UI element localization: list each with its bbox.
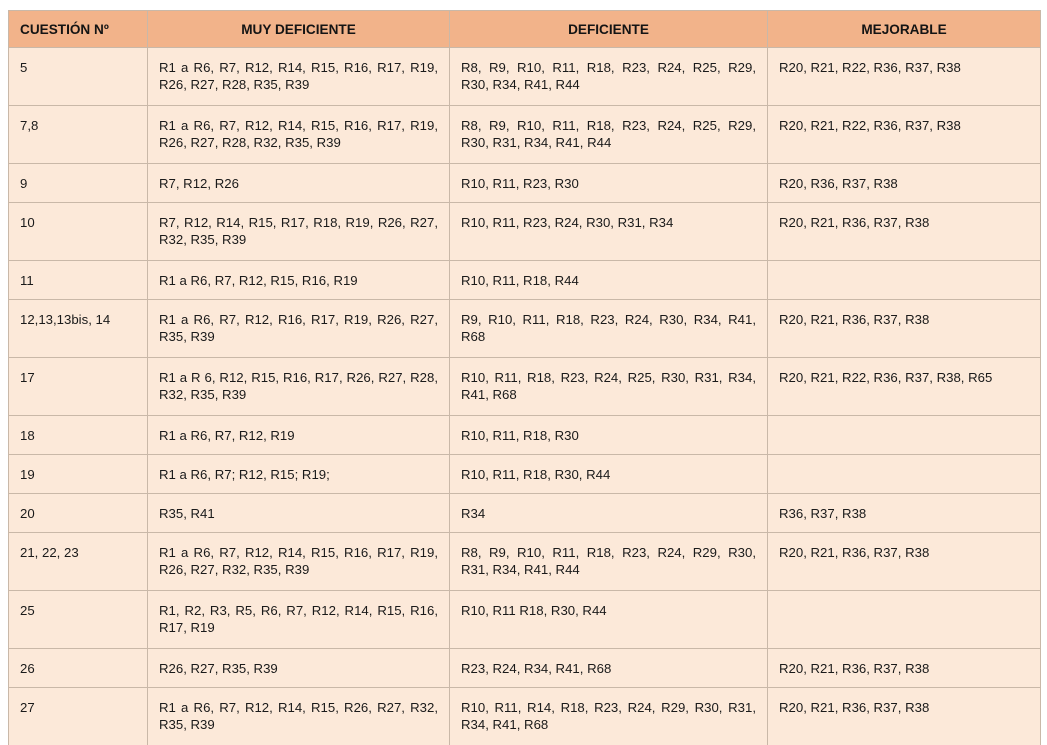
table-row: [9, 261, 1041, 300]
cell-muy-deficiente: R7, R12, R26: [148, 164, 450, 203]
cell-cuestion: 7,8: [9, 106, 148, 164]
cell-mejorable: [768, 416, 1041, 455]
cell-cuestion: 27: [9, 688, 148, 745]
cell-muy-deficiente: R1 a R6, R7, R12, R16, R17, R19, R26, R27, R35, R39: [148, 300, 450, 358]
cell-mejorable: R20, R21, R22, R36, R37, R38, R65: [768, 358, 1041, 416]
cell-muy-deficiente: R1 a R6, R7, R12, R14, R15, R16, R17, R19, R26, R27, R28, R32, R35, R39: [148, 106, 450, 164]
table-row: [9, 591, 1041, 649]
table-row: [9, 494, 1041, 533]
cell-cuestion: 10: [9, 203, 148, 261]
cell-deficiente: R8, R9, R10, R11, R18, R23, R24, R29, R30, R31, R34, R41, R44: [450, 533, 768, 591]
cell-cuestion: 18: [9, 416, 148, 455]
cell-cuestion: 26: [9, 649, 148, 688]
cell-muy-deficiente: R1 a R6, R7, R12, R19: [148, 416, 450, 455]
table-row: [9, 533, 1041, 591]
cell-mejorable: R20, R21, R22, R36, R37, R38: [768, 106, 1041, 164]
cell-muy-deficiente: R1 a R6, R7, R12, R15, R16, R19: [148, 261, 450, 300]
cell-deficiente: R8, R9, R10, R11, R18, R23, R24, R25, R29, R30, R34, R41, R44: [450, 48, 768, 106]
cell-mejorable: [768, 591, 1041, 649]
table-row: [9, 416, 1041, 455]
cell-deficiente: R10, R11, R18, R44: [450, 261, 768, 300]
cell-mejorable: R20, R21, R36, R37, R38: [768, 533, 1041, 591]
cell-mejorable: R36, R37, R38: [768, 494, 1041, 533]
table-row: [9, 48, 1041, 106]
cell-muy-deficiente: R1 a R 6, R12, R15, R16, R17, R26, R27, R28, R32, R35, R39: [148, 358, 450, 416]
cell-muy-deficiente: R1, R2, R3, R5, R6, R7, R12, R14, R15, R16, R17, R19: [148, 591, 450, 649]
cell-cuestion: 20: [9, 494, 148, 533]
cell-mejorable: R20, R21, R22, R36, R37, R38: [768, 48, 1041, 106]
header-muy-deficiente: MUY DEFICIENTE: [148, 11, 450, 48]
table-row: [9, 106, 1041, 164]
table-row: [9, 649, 1041, 688]
header-mejorable: MEJORABLE: [768, 11, 1041, 48]
cell-cuestion: 5: [9, 48, 148, 106]
table-row: [9, 688, 1041, 745]
cell-deficiente: R10, R11, R23, R30: [450, 164, 768, 203]
cell-muy-deficiente: R35, R41: [148, 494, 450, 533]
header-row: [9, 11, 1041, 48]
cell-mejorable: R20, R21, R36, R37, R38: [768, 300, 1041, 358]
cell-deficiente: R10, R11, R18, R30, R44: [450, 455, 768, 494]
cell-cuestion: 21, 22, 23: [9, 533, 148, 591]
risk-table: [8, 10, 1041, 745]
cell-mejorable: R20, R36, R37, R38: [768, 164, 1041, 203]
cell-cuestion: 12,13,13bis, 14: [9, 300, 148, 358]
cell-muy-deficiente: R26, R27, R35, R39: [148, 649, 450, 688]
cell-deficiente: R10, R11 R18, R30, R44: [450, 591, 768, 649]
cell-cuestion: 19: [9, 455, 148, 494]
cell-muy-deficiente: R1 a R6, R7, R12, R14, R15, R26, R27, R32, R35, R39: [148, 688, 450, 745]
cell-deficiente: R23, R24, R34, R41, R68: [450, 649, 768, 688]
cell-cuestion: 9: [9, 164, 148, 203]
cell-cuestion: 25: [9, 591, 148, 649]
table-container: [8, 10, 1041, 745]
cell-deficiente: R10, R11, R23, R24, R30, R31, R34: [450, 203, 768, 261]
table-row: [9, 455, 1041, 494]
table-row: [9, 358, 1041, 416]
cell-mejorable: [768, 261, 1041, 300]
cell-deficiente: R9, R10, R11, R18, R23, R24, R30, R34, R41, R68: [450, 300, 768, 358]
table-row: [9, 164, 1041, 203]
table-row: [9, 300, 1041, 358]
cell-muy-deficiente: R1 a R6, R7; R12, R15; R19;: [148, 455, 450, 494]
cell-mejorable: R20, R21, R36, R37, R38: [768, 203, 1041, 261]
cell-cuestion: 17: [9, 358, 148, 416]
cell-muy-deficiente: R7, R12, R14, R15, R17, R18, R19, R26, R27, R32, R35, R39: [148, 203, 450, 261]
cell-cuestion: 11: [9, 261, 148, 300]
header-cuestion: CUESTIÓN Nº: [9, 11, 148, 48]
cell-muy-deficiente: R1 a R6, R7, R12, R14, R15, R16, R17, R19, R26, R27, R28, R35, R39: [148, 48, 450, 106]
cell-deficiente: R10, R11, R18, R30: [450, 416, 768, 455]
cell-deficiente: R10, R11, R18, R23, R24, R25, R30, R31, R34, R41, R68: [450, 358, 768, 416]
cell-mejorable: R20, R21, R36, R37, R38: [768, 649, 1041, 688]
cell-deficiente: R34: [450, 494, 768, 533]
cell-mejorable: R20, R21, R36, R37, R38: [768, 688, 1041, 745]
cell-deficiente: R10, R11, R14, R18, R23, R24, R29, R30, R31, R34, R41, R68: [450, 688, 768, 745]
header-deficiente: DEFICIENTE: [450, 11, 768, 48]
cell-mejorable: [768, 455, 1041, 494]
cell-muy-deficiente: R1 a R6, R7, R12, R14, R15, R16, R17, R19, R26, R27, R32, R35, R39: [148, 533, 450, 591]
table-row: [9, 203, 1041, 261]
cell-deficiente: R8, R9, R10, R11, R18, R23, R24, R25, R29, R30, R31, R34, R41, R44: [450, 106, 768, 164]
